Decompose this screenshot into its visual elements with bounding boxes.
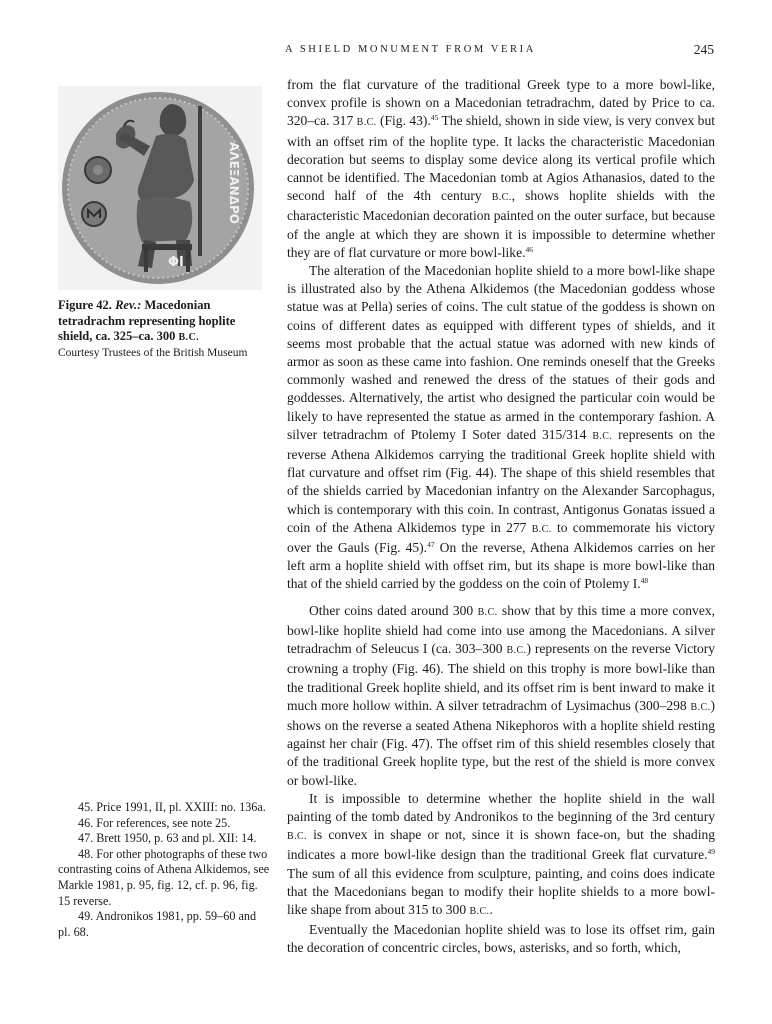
paragraph-4: It is impossible to determine whether the hoplite shield in the wall painting of the tomb dated by Andronikos to the beginning of the 3rd century B.C. is convex in shape or not, since it is shown face-on, but the shading indicates a more bowl-like design than the traditional Greek flat curvature.$^{49}$ The sum of all this evidence from sculpture, painting, and coins does indicate that the Macedonians began to modify their hoplite shields to a more bowl-like shape from about 315 to 300 B.C.. — [287, 790, 715, 917]
caption-rev: Rev.: — [115, 298, 142, 312]
footnote: 46. For references, see note 25. — [78, 815, 231, 830]
paragraph-1: from the flat curvature of the traditional Greek type to a more bowl-like, convex profile is shown on a Macedonian tetradrachm, dated by Price to ca. 320–ca. 317 B.C. (Fig. 43).$^{45}$ The shield, shown in side view, is very convex but with an offset rim of the hoplite type. It lacks the characteristic Macedonian decoration but seems to display some device along its vertical profile which cannot be identified. The Macedonian tomb at Agios Athanasios, dated to the second half of the 4th century B.C., shows hoplite shields with the characteristic Macedonian decoration painted on the outer surface, but because of the angle at which they are shown it is impossible to determine whether they are of flat curvature or more bowl-like.$^{46}$ — [287, 77, 715, 260]
page-number: 245 — [693, 42, 714, 57]
paragraph-3: Other coins dated around 300 B.C. show that by this time a more convex, bowl-like hoplite shield had come into use among the Macedonians. A silver tetradrachm of Seleucus I (ca. 303–300 B.C.) represents on the reverse Victory crowning a trophy (Fig. 46). The shield on this trophy is more bowl-like than the traditional Greek hoplite shield, and its offset rim is bent inward to make it much more hollow within. A silver tetradrachm of Lysimachus (300–298 B.C.) shows on the reverse a seated Athena Nikephoros with a hoplite shield resting against her chair (Fig. 47). The offset rim of this shield resembles closely that of the traditional Greek hoplite type, but the rest of the shield is more convex or bowl-like. — [287, 602, 716, 788]
figure-caption — [58, 298, 268, 361]
caption-credit: Courtesy Trustees of the British Museum — [58, 346, 248, 359]
main-text — [287, 76, 715, 958]
note-ref[interactable]: 48 — [640, 576, 649, 586]
footnote: 49. Andronikos 1981, pp. 59–60 and pl. 68. — [58, 909, 257, 939]
footnotes — [58, 800, 270, 940]
coin-legend: ΑΛΕΞΑΝΔΡΟ — [227, 142, 241, 224]
monogram-icon — [82, 202, 106, 226]
paragraph-5: Eventually the Macedonian hoplite shield was to lose its offset rim, gain the decoration of concentric circles, bows, asterisks, and so forth, which, — [287, 922, 715, 956]
running-head: A SHIELD MONUMENT FROM VERIA — [285, 44, 536, 55]
coin-mint-mark: ΦΙ — [168, 255, 184, 270]
paragraph-2: The alteration of the Macedonian hoplite shield to a more bowl-like shape is illustrated also by the Athena Alkidemos (the Macedonian goddess whose statue was at Pella) series of coins. The cult statue of the goddess is shown on coins of different dates as equipped with different types of shields, and it seems most probable that the actual statue was adorned with new kinds of armor as soon as these came into fashion. One reminds oneself that the Greeks commonly washed and renewed the dress of the statues of their gods and goddesses. Alternatively, the artist who designed the particular coin would be likely to have represented the statue as armed in the contemporary fashion. A silver tetradrachm of Ptolemy I Soter dated 315/314 B.C. represents on the reverse Athena Alkidemos carrying the traditional Greek hoplite shield with flat curvature and offset rim (Fig. 44). The shape of this shield resembles that of the shields carried by Macedonian infantry on the Alexander Sarcophagus, which is contemporary with this coin. In contrast, Antigonus Gonatas issued a coin of the Athena Alkidemos type in 277 B.C. to commemorate his victory over the Gauls (Fig. 45).$^{47}$ On the reverse, Athena Alkidemos carries on her left arm a hoplite shield with offset rim, but its shape is more bowl-like than that of the shield carried by the goddess on the coin of Ptolemy I.$^{48}$ — [287, 263, 716, 592]
figure-42-image — [58, 86, 262, 290]
note-ref[interactable]: 46 — [525, 244, 533, 254]
note-ref[interactable]: 49 — [707, 847, 715, 857]
caption-text: Macedonian tetradrachm representing hoplite shield, ca. 325–ca. 300 — [58, 298, 236, 343]
footnote: 45. Price 1991, II, pl. XXIII: no. 136a. — [78, 800, 266, 814]
note-ref[interactable]: 47 — [427, 540, 435, 550]
note-ref[interactable]: 45 — [430, 113, 439, 123]
caption-era: B.C. — [178, 332, 199, 343]
caption-label: Figure 42. — [58, 298, 112, 312]
footnote: 47. Brett 1950, p. 63 and pl. XII: 14. — [78, 831, 257, 846]
footnote: 48. For other photographs of these two contrasting coins of Athena Alkidemos, see Markle 1981, p. 95, fig. 12, cf. p. 96, fig. 15 reverse. — [58, 846, 270, 908]
coin-illustration — [58, 86, 262, 290]
